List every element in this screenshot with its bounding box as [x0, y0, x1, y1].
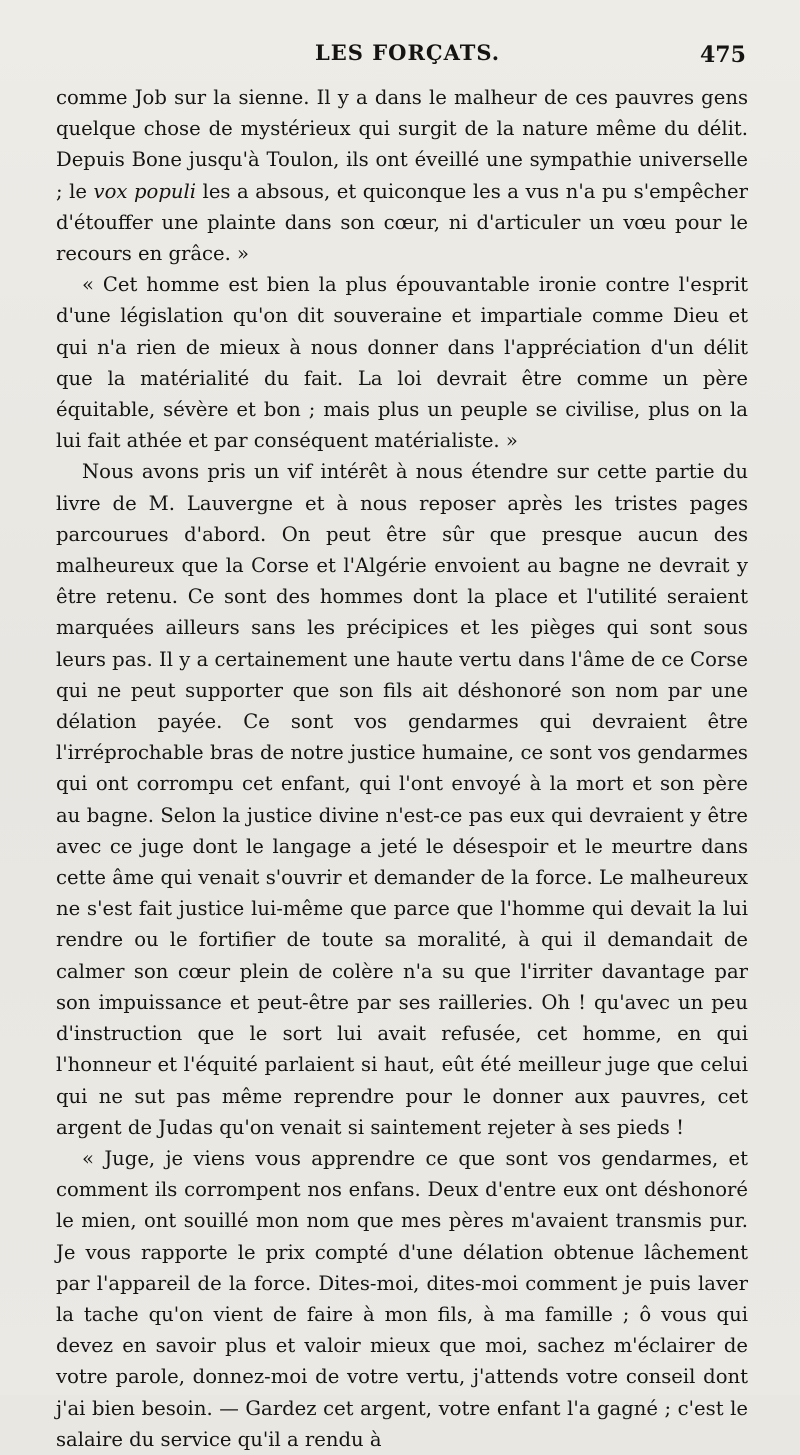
paragraph-1-italic: vox populi: [93, 179, 197, 203]
paragraph-1-end: les a absous, et quiconque les a vus n'a pu s'empêcher d'étouffer une plainte dans son cœur, ni d'articuler un vœu pour le recours en grâce. »: [56, 179, 748, 266]
page-header: [0, 40, 800, 80]
paragraph-1: [56, 82, 748, 269]
body-text: [56, 82, 748, 1455]
page-number: 475: [700, 42, 746, 68]
paragraph-2: « Cet homme est bien la plus épouvantable ironie contre l'esprit d'une législation qu'on dit souveraine et impartiale comme Dieu et qui n'a rien de mieux à nous donner dans l'appréciation d'un délit que la matérialité du fait. La loi devrait être comme un père équitable, sévère et bon ; mais plus un peuple se civilise, plus on la lui fait athée et par conséquent matérialiste. »: [56, 273, 748, 453]
paragraph-4: « Juge, je viens vous apprendre ce que sont vos gendarmes, et comment ils corrompent nos enfans. Deux d'entre eux ont déshonoré le mien, ont souillé mon nom que mes pères m'avaient transmis pur. Je vous rapporte le prix compté d'une délation obtenue lâchement par l'appareil de la force. Dites-moi, dites-moi comment je puis laver la tache qu'on vient de faire à mon fils, à ma famille ; ô vous qui devez en savoir plus et valoir mieux que moi, sachez m'éclairer de votre parole, donnez-moi de votre vertu, j'attends votre conseil dont j'ai bien besoin. — Gardez cet argent, votre enfant l'a gagné ; c'est le salaire du service qu'il a rendu à: [56, 1146, 748, 1451]
paragraph-1-start: comme Job sur la sienne. Il y a dans le malheur de ces pauvres gens quelque chose de mystérieux qui surgit de la nature même du délit. Depuis Bone jusqu'à Toulon, ils ont éveillé une sympathie universelle ; le: [56, 86, 748, 203]
running-title: LES FORÇATS.: [315, 40, 501, 65]
paragraph-3: Nous avons pris un vif intérêt à nous étendre sur cette partie du livre de M. Lauvergne et à nous reposer après les tristes pages parcourues d'abord. On peut être sûr que presque aucun des malheureux que la Corse et l'Algérie envoient au bagne ne devrait y être retenu. Ce sont des hommes dont la place et l'utilité seraient marquées ailleurs sans les précipices et les pièges qui sont sous leurs pas. Il y a certainement une haute vertu dans l'âme de ce Corse qui ne peut supporter que son fils ait déshonoré son nom par une délation payée. Ce sont vos gendarmes qui devraient être l'irréprochable bras de notre justice humaine, ce sont vos gendarmes qui ont corrompu cet enfant, qui l'ont envoyé à la mort et son père au bagne. Selon la justice divine n'est-ce pas eux qui devraient y être avec ce juge dont le langage a jeté le désespoir et le meurtre dans cette âme qui venait s'ouvrir et demander de la force. Le malheureux ne s'est fait justice lui-même que parce que l'homme qui devait la lui rendre ou le fortifier de toute sa moralité, à qui il demandait de calmer son cœur plein de colère n'a su que l'irriter davantage par son impuissance et peut-être par ses railleries. Oh ! qu'avec un peu d'instruction que le sort lui avait refusée, cet homme, en qui l'honneur et l'équité parlaient si haut, eût été meilleur juge que celui qui ne sut pas même reprendre pour le donner aux pauvres, cet argent de Judas qu'on venait si saintement rejeter à ses pieds !: [56, 460, 748, 1139]
